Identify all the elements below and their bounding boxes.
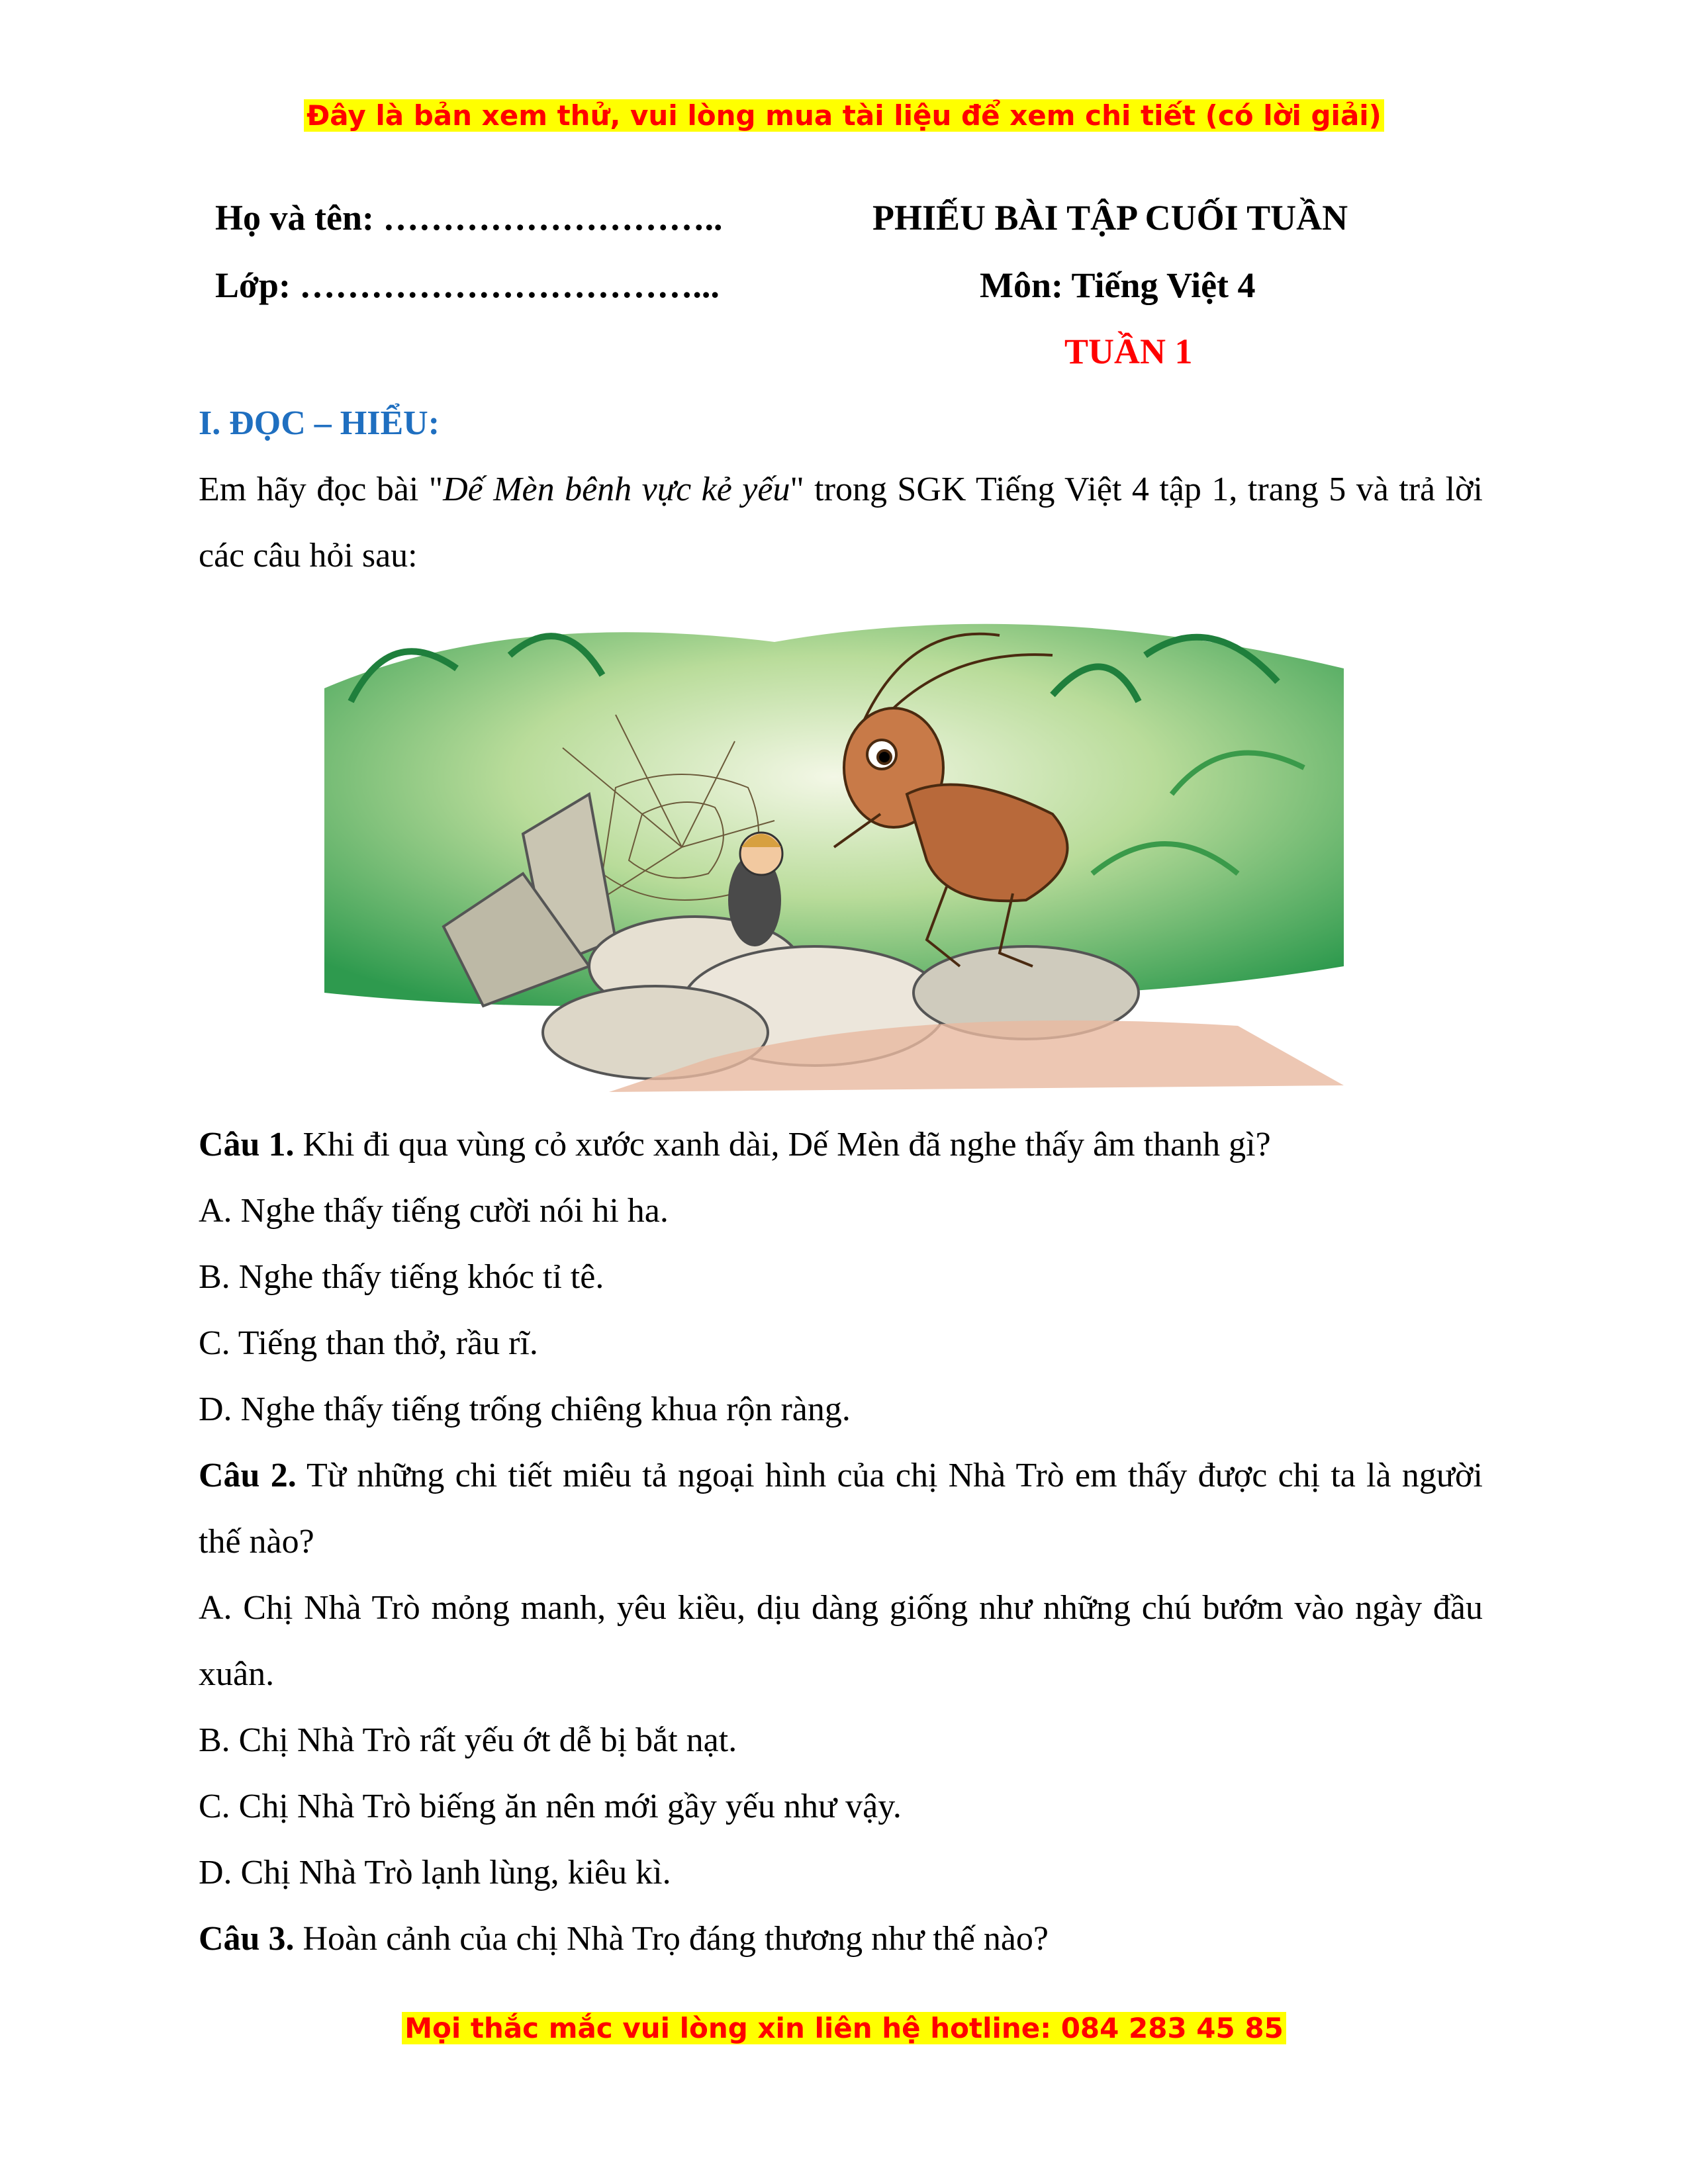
question-1-option-d: D. Nghe thấy tiếng trống chiêng khua rộn ràng. xyxy=(199,1390,851,1428)
preview-notice-banner: Đây là bản xem thử, vui lòng mua tài liệu để xem chi tiết (có lời giải) xyxy=(0,99,1688,132)
week-title: TUẦN 1 xyxy=(1064,332,1193,371)
question-3-text: Hoàn cảnh của chị Nhà Trọ đáng thương như thế nào? xyxy=(294,1920,1049,1958)
class-field-line: Lớp: ……………………………... xyxy=(215,265,720,305)
question-3 xyxy=(199,1906,1483,1972)
section-title: I. ĐỌC – HIỂU: xyxy=(199,404,440,442)
reading-instruction xyxy=(199,457,1483,589)
question-2-option-d: D. Chị Nhà Trò lạnh lùng, kiêu kì. xyxy=(199,1854,671,1891)
question-2-option-b: B. Chị Nhà Trò rất yếu ớt dễ bị bắt nạt. xyxy=(199,1721,737,1759)
instruction-suffix: " trong SGK Tiếng Việt 4 tập 1, trang 5 và trả lời các câu hỏi sau: xyxy=(199,471,1483,574)
question-1-option-a: A. Nghe thấy tiếng cười nói hi ha. xyxy=(199,1192,669,1230)
question-2-option-c: C. Chị Nhà Trò biếng ăn nên mới gầy yếu như vậy. xyxy=(199,1788,902,1825)
question-1-option-b: B. Nghe thấy tiếng khóc tỉ tê. xyxy=(199,1258,604,1296)
subject-line: Môn: Tiếng Việt 4 xyxy=(980,265,1256,305)
question-3-label: Câu 3. xyxy=(199,1920,295,1958)
question-2-text: Từ những chi tiết miêu tả ngoại hình của chị Nhà Trò em thấy được chị ta là người thế nào? xyxy=(199,1457,1483,1561)
sheet-title: PHIẾU BÀI TẬP CUỐI TUẦN xyxy=(872,198,1348,238)
hotline-banner: Mọi thắc mắc vui lòng xin liên hệ hotline: 084 283 45 85 xyxy=(0,2012,1688,2044)
worksheet-content xyxy=(199,390,1483,1972)
instruction-prefix: Em hãy đọc bài " xyxy=(199,471,444,508)
story-illustration xyxy=(311,596,1357,1099)
question-2-label: Câu 2. xyxy=(199,1457,297,1494)
question-2 xyxy=(199,1443,1483,1575)
name-field-line: Họ và tên: ……………………….. xyxy=(215,198,723,238)
question-1 xyxy=(199,1112,1483,1178)
question-1-option-c: C. Tiếng than thở, rầu rĩ. xyxy=(199,1324,538,1362)
question-1-text: Khi đi qua vùng cỏ xước xanh dài, Dế Mèn đã nghe thấy âm thanh gì? xyxy=(294,1126,1271,1163)
question-1-label: Câu 1. xyxy=(199,1126,295,1163)
story-title: Dế Mèn bênh vực kẻ yếu xyxy=(443,471,790,508)
question-2-option-a: A. Chị Nhà Trò mỏng manh, yêu kiều, dịu dàng giống như những chú bướm vào ngày đầu xuân. xyxy=(199,1589,1483,1693)
